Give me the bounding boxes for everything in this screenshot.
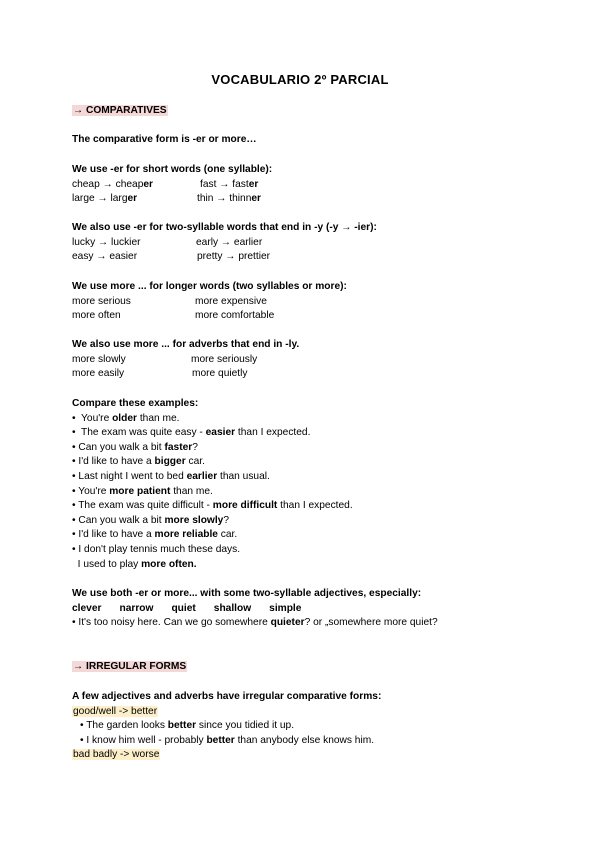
both-forms-block	[72, 587, 572, 631]
adjective-item: quiet	[171, 602, 196, 614]
example-item: • Can you walk a bit faster?	[72, 441, 198, 453]
irregular-section	[72, 660, 572, 675]
ly-adverbs-heading: We also use more ... for adverbs that end in -ly.	[72, 339, 300, 350]
two-syllable-heading: We also use -er for two-syllable words that end in -y (-y → -ier):	[72, 222, 377, 233]
irregular-bad-row	[72, 748, 572, 763]
ly-row-2	[72, 367, 572, 382]
irregular-bad-label: bad badly -> worse	[73, 749, 160, 761]
example-item: • I don't play tennis much these days.	[72, 543, 241, 555]
section-label-comparatives: → COMPARATIVES	[73, 105, 167, 116]
comparatives-section	[72, 104, 572, 119]
example-item: • You're more patient than me.	[72, 485, 213, 497]
example-item: I used to play more often.	[72, 558, 197, 570]
short-row-1	[72, 178, 572, 193]
two-syllable-row-1-b: early → earlier	[196, 236, 263, 248]
short-row-1-b: fast → faster	[200, 178, 259, 190]
ly-row-1-b: more seriously	[191, 353, 258, 365]
example-item: • Can you walk a bit more slowly?	[72, 514, 230, 526]
short-words-block	[72, 163, 572, 207]
both-forms-heading: We use both -er or more... with some two-syllable adjectives, especially:	[72, 588, 422, 599]
adjective-list	[72, 602, 572, 617]
longer-row-1	[72, 295, 572, 310]
irregular-heading: A few adjectives and adverbs have irregular comparative forms:	[72, 691, 382, 702]
short-row-2-a: large → larger	[72, 193, 138, 205]
longer-row-2-a: more often	[72, 310, 121, 322]
short-words-heading: We use -er for short words (one syllable):	[72, 164, 273, 175]
irregular-good-label: good/well -> better	[73, 705, 158, 717]
longer-row-1-b: more expensive	[195, 295, 267, 307]
ly-row-1	[72, 353, 572, 368]
adjective-item: clever	[72, 602, 102, 614]
ly-row-1-a: more slowly	[72, 353, 126, 365]
irregular-block	[72, 690, 572, 763]
example-item: • You're older than me.	[72, 412, 180, 424]
two-syllable-row-1-a: lucky → luckier	[72, 236, 141, 248]
short-row-1-a: cheap → cheaper	[72, 178, 154, 190]
ly-row-2-a: more easily	[72, 368, 125, 380]
page-title: VOCABULARIO 2º PARCIAL	[211, 72, 389, 87]
example-item: • The exam was quite difficult - more difficult than I expected.	[72, 500, 353, 512]
both-forms-example: • It's too noisy here. Can we go somewhere quieter? or „somewhere more quiet?	[72, 617, 438, 629]
longer-row-2	[72, 309, 572, 324]
ly-adverbs-block	[72, 338, 572, 382]
irregular-good-row	[72, 705, 572, 720]
two-syllable-row-1	[72, 236, 572, 251]
two-syllable-row-2	[72, 250, 572, 265]
irregular-example-2: • I know him well - probably better than anybody else knows him.	[80, 734, 375, 746]
example-item: • I'd like to have a more reliable car.	[72, 529, 238, 541]
adjective-item: narrow	[119, 602, 154, 614]
examples-heading: Compare these examples:	[72, 398, 199, 409]
two-syllable-block	[72, 221, 572, 265]
longer-row-1-a: more serious	[72, 295, 131, 307]
example-item: • Last night I went to bed earlier than usual.	[72, 470, 270, 482]
section-label-irregular: → IRREGULAR FORMS	[73, 661, 187, 672]
two-syllable-row-2-b: pretty → prettier	[197, 251, 271, 263]
longer-row-2-b: more comfortable	[195, 310, 275, 322]
adjective-item: shallow	[213, 602, 252, 614]
ly-row-2-b: more quietly	[192, 368, 248, 380]
examples-block	[72, 397, 572, 572]
short-row-2-b: thin → thinner	[197, 193, 262, 205]
irregular-example-1: • The garden looks better since you tidied it up.	[80, 720, 295, 732]
short-row-2	[72, 192, 572, 207]
longer-words-heading: We use more ... for longer words (two syllables or more):	[72, 281, 347, 292]
example-item: • The exam was quite easy - easier than I expected.	[72, 427, 311, 439]
adjective-item: simple	[269, 602, 302, 614]
longer-words-block	[72, 280, 572, 324]
two-syllable-row-2-a: easy → easier	[72, 251, 138, 263]
comparatives-intro: The comparative form is -er or more…	[72, 134, 257, 145]
example-item: • I'd like to have a bigger car.	[72, 456, 205, 468]
